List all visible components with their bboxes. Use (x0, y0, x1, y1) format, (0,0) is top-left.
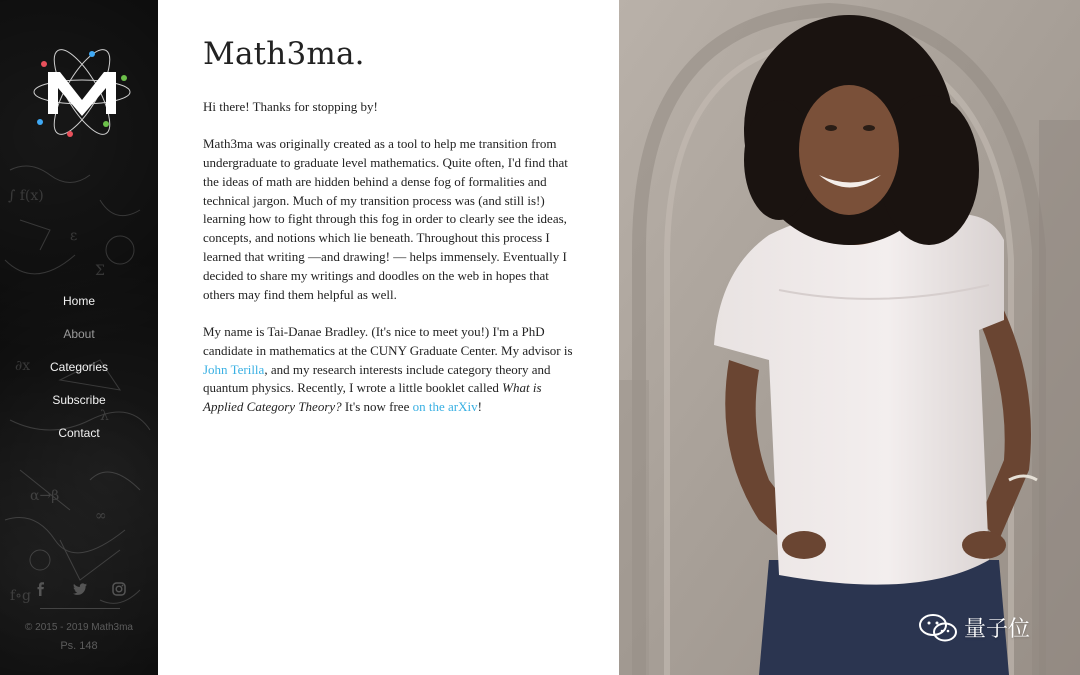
bio-paragraph (203, 323, 578, 417)
page-title: Math3ma. (203, 36, 365, 72)
main-nav (0, 290, 158, 455)
advisor-link[interactable]: John Terilla (203, 361, 265, 377)
copyright-text: © 2015 - 2019 Math3ma (25, 622, 133, 633)
svg-text:∫ f(x): ∫ f(x) (8, 188, 44, 204)
svg-text:∂x: ∂x (15, 358, 31, 374)
nav-item-subscribe[interactable]: Subscribe (52, 393, 106, 407)
twitter-icon[interactable] (73, 582, 87, 596)
svg-text:∞: ∞ (95, 508, 107, 524)
svg-text:ε: ε (70, 228, 78, 244)
watermark-text: 量子位 (964, 617, 1031, 642)
bio-text-3: It's now free (341, 399, 413, 415)
about-content (203, 36, 578, 435)
nav-item-about[interactable]: About (63, 327, 95, 341)
facebook-icon[interactable] (34, 582, 48, 596)
ps-text: Ps. 148 (60, 640, 98, 652)
wechat-watermark (918, 612, 1030, 643)
instagram-icon[interactable] (112, 582, 126, 596)
intro-paragraph: Math3ma was originally created as a tool to help me transition from undergraduate to graduate level mathematics. Quite often, I'd find that the ideas of math are hidden behind a dense fog of formalities and technical jargon. Much of my transition process was (and still is!) learning how to fight through this fog in order to clearly see the ideas, concepts, and notions which lie beneath. Throughout this process I learned that writing —and drawing! — helps immensely. Eventually I decided to share my writings and doodles on the web in hopes that others may find them helpful as well. (203, 136, 568, 302)
sidebar (0, 0, 158, 675)
greeting-paragraph: Hi there! Thanks for stopping by! (203, 99, 378, 114)
portrait-photo (619, 0, 1080, 675)
nav-item-contact[interactable]: Contact (58, 426, 100, 440)
bio-text-end: ! (477, 399, 482, 415)
svg-text:Σ: Σ (95, 263, 105, 279)
svg-text:λ: λ (100, 408, 109, 424)
math3ma-logo[interactable] (30, 42, 134, 142)
svg-text:f∘g: f∘g (10, 588, 32, 604)
social-links (34, 582, 126, 596)
bio-text-1: My name is Tai-Danae Bradley. (It's nice to meet you!) I'm a PhD candidate in mathematics at the CUNY Graduate Center. My advisor is (203, 323, 573, 358)
booklet-title: What is Applied Category Theory? (203, 380, 542, 415)
wechat-icon (918, 613, 960, 643)
nav-item-categories[interactable]: Categories (49, 360, 109, 374)
nav-item-home[interactable]: Home (62, 294, 95, 308)
footer-divider (40, 608, 120, 609)
arxiv-link[interactable]: on the arXiv (412, 399, 478, 415)
bio-text-2: , and my research interests include category theory and quantum physics. Recently, I wrote a little booklet called (203, 361, 551, 396)
svg-text:α→β: α→β (30, 488, 60, 504)
